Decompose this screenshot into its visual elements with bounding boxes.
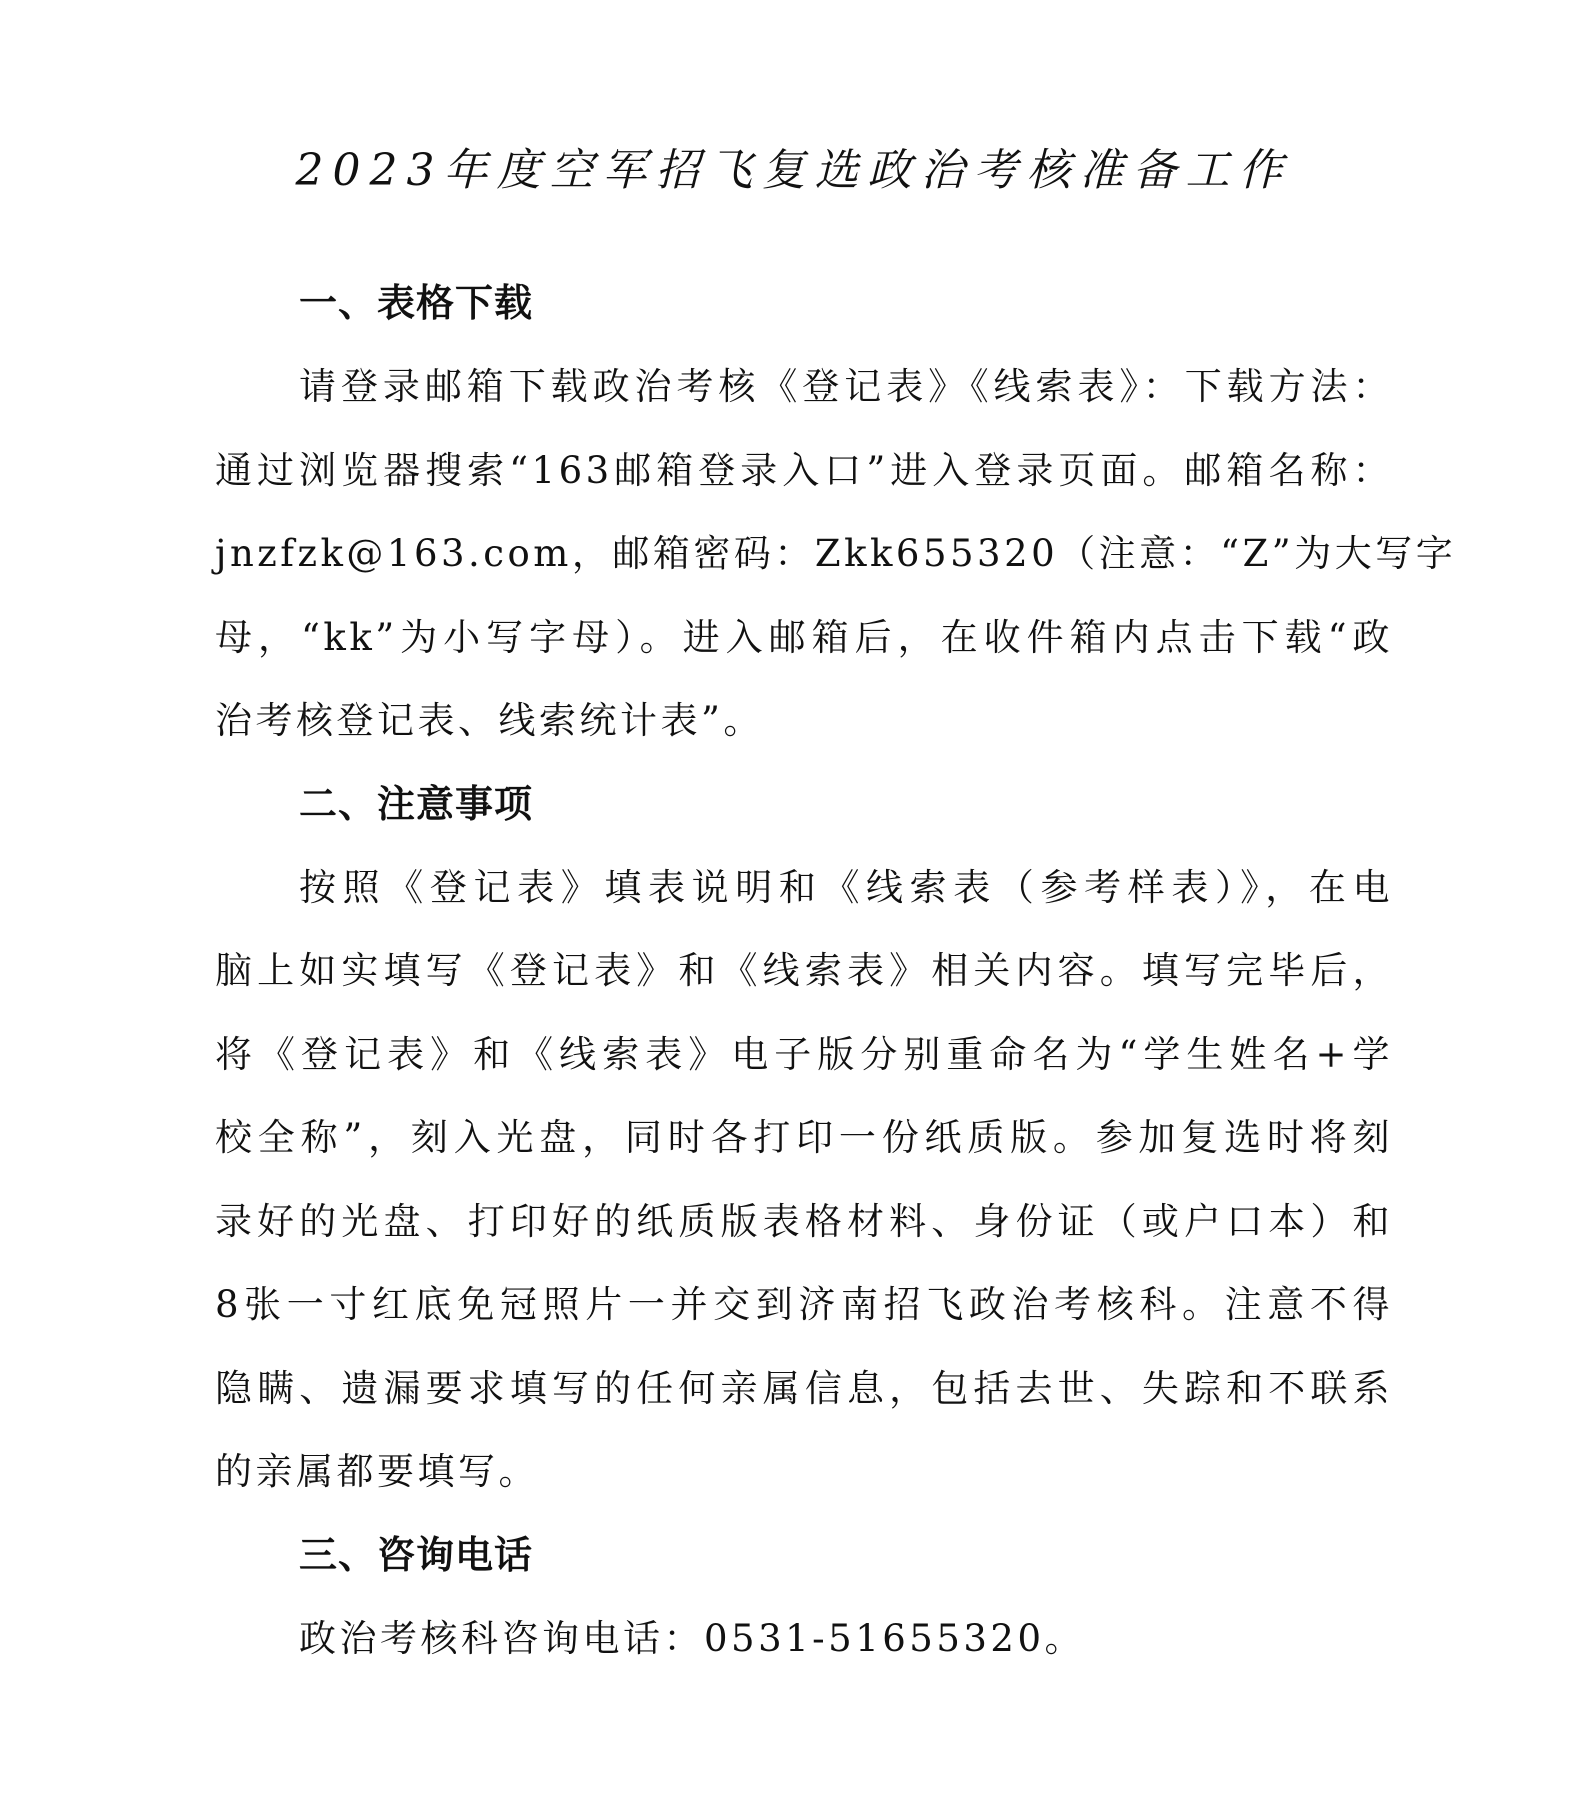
paragraph-line: 母，“kk”为小写字母）。进入邮箱后，在收件箱内点击下载“政 [215, 615, 1393, 659]
document-body [215, 262, 1457, 1680]
paragraph-line: 录好的光盘、打印好的纸质版表格材料、身份证（或户口本）和 [215, 1199, 1393, 1243]
paragraph-line: 8张一寸红底免冠照片一并交到济南招飞政治考核科。注意不得 [215, 1283, 1393, 1326]
paragraph-line: jnzfzk@163.com，邮箱密码：Zkk655320（注意：“Z”为大写字 [215, 532, 1457, 575]
section-paragraph-notes [215, 846, 1393, 1514]
section-heading-notes: 二、注意事项 [299, 781, 534, 826]
paragraph-line: 的亲属都要填写。 [215, 1450, 539, 1493]
paragraph-line: 校全称”，刻入光盘，同时各打印一份纸质版。参加复选时将刻 [215, 1116, 1393, 1159]
document-title: 2023年度空军招飞复选政治考核准备工作 [295, 145, 1292, 196]
paragraph-line: 脑上如实填写《登记表》和《线索表》相关内容。填写完毕后， [215, 949, 1393, 992]
contact-phone-line: 政治考核科咨询电话：0531-51655320。 [299, 1616, 1085, 1660]
section-heading-contact: 三、咨询电话 [299, 1532, 534, 1577]
section-paragraph-download [215, 345, 1457, 763]
paragraph-line: 将《登记表》和《线索表》电子版分别重命名为“学生姓名+学 [215, 1032, 1393, 1076]
paragraph-line: 治考核登记表、线索统计表”。 [215, 699, 764, 742]
paragraph-line: 请登录邮箱下载政治考核《登记表》《线索表》：下载方法： [299, 365, 1393, 408]
paragraph-line: 通过浏览器搜索“163邮箱登录入口”进入登录页面。邮箱名称： [215, 448, 1393, 492]
section-heading-download: 一、表格下载 [299, 281, 534, 325]
paragraph-line: 隐瞒、遗漏要求填写的任何亲属信息，包括去世、失踪和不联系 [215, 1366, 1393, 1410]
paragraph-line: 按照《登记表》填表说明和《线索表（参考样表）》，在电 [299, 865, 1393, 909]
section-paragraph-contact [215, 1597, 1393, 1681]
